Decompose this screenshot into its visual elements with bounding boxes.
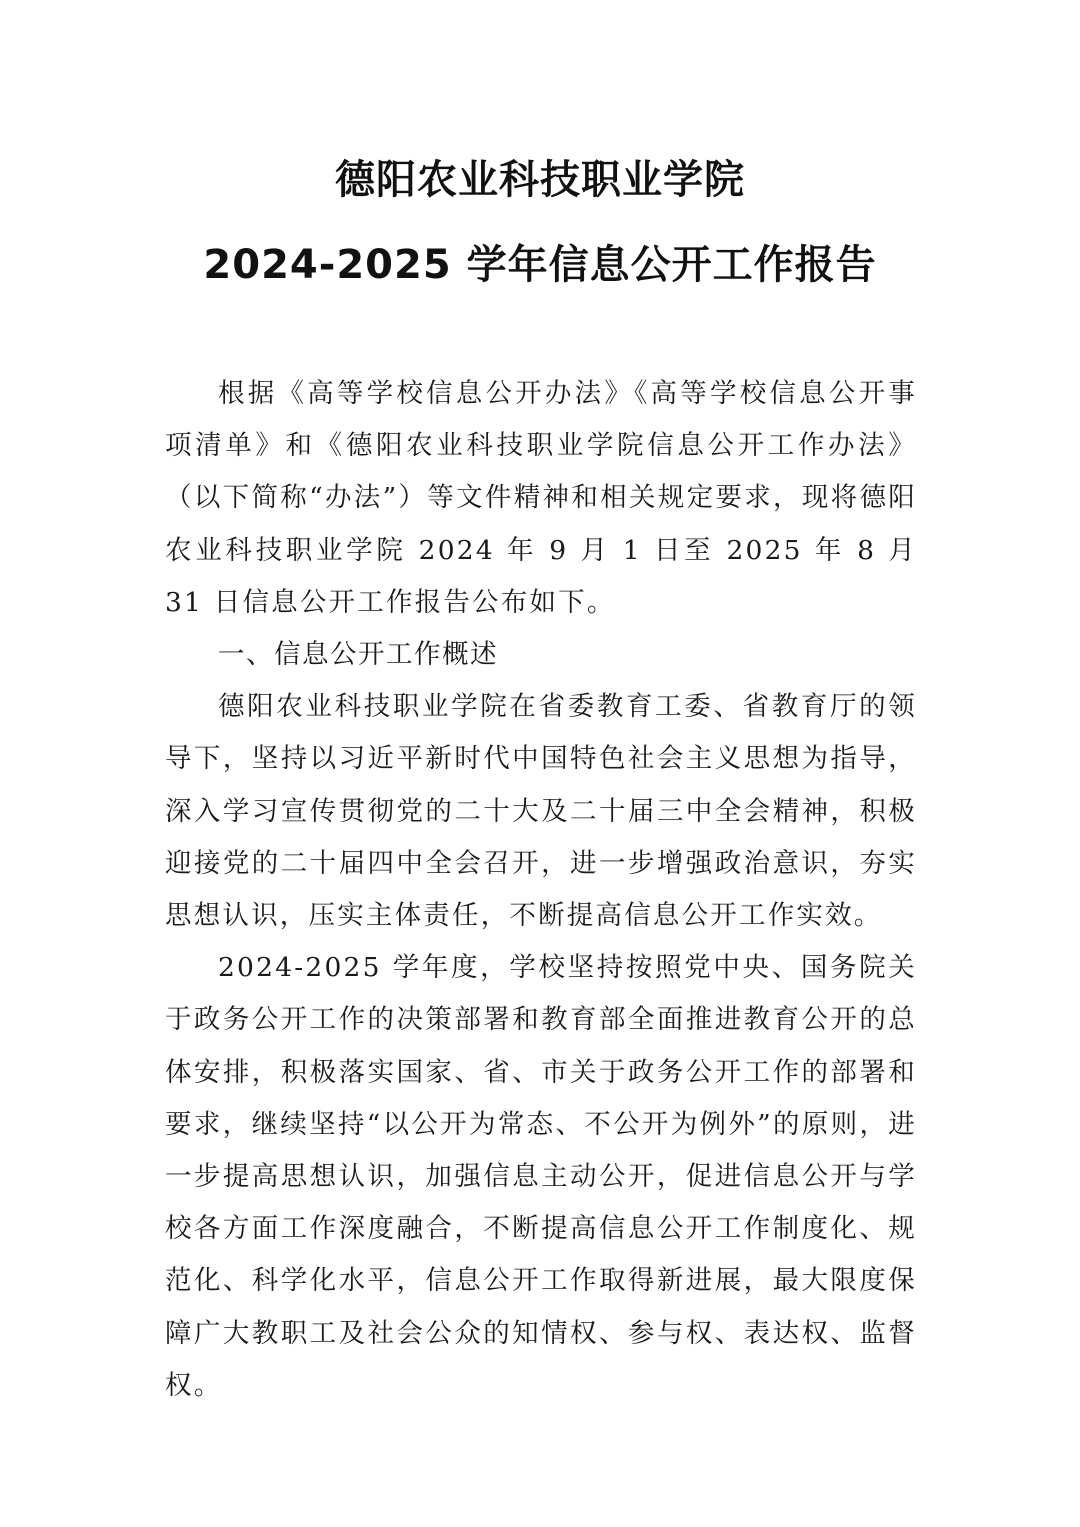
document-title-line2: 2024-2025 学年信息公开工作报告 bbox=[203, 242, 877, 288]
section-heading-overview: 一、信息公开工作概述 bbox=[218, 639, 498, 671]
document-title-line1: 德阳农业科技职业学院 bbox=[335, 157, 745, 203]
paragraph-annual-work: 2024-2025 学年度，学校坚持按照党中央、国务院关于政务公开工作的决策部署和教育部全面推进教育公开的总体安排，积极落实国家、省、市关于政务公开工作的部署和要求，继续坚持“以公开为常态、不公开为例外”的原则，进一步提高思想认识，加强信息主动公开，促进信息公开与学校各方面工作深度融合，不断提高信息公开工作制度化、规范化、科学化水平，信息公开工作取得新进展，最大限度保障广大教职工及社会公众的知情权、参与权、表达权、监督权。 bbox=[165, 952, 917, 1401]
paragraph-intro: 根据《高等学校信息公开办法》《高等学校信息公开事项清单》和《德阳农业科技职业学院信息公开工作办法》（以下简称“办法”）等文件精神和相关规定要求，现将德阳农业科技职业学院 2024 年 9 月 1 日至 2025 年 8 月 31 日信息公开工作报告公布如下。 bbox=[165, 378, 917, 618]
paragraph-overview: 德阳农业科技职业学院在省委教育工委、省教育厅的领导下，坚持以习近平新时代中国特色社会主义思想为指导，深入学习宣传贯彻党的二十大及二十届三中全会精神，积极迎接党的二十届四中全会召开，进一步增强政治意识，夯实思想认识，压实主体责任，不断提高信息公开工作实效。 bbox=[165, 691, 917, 932]
document-body bbox=[165, 368, 917, 1412]
